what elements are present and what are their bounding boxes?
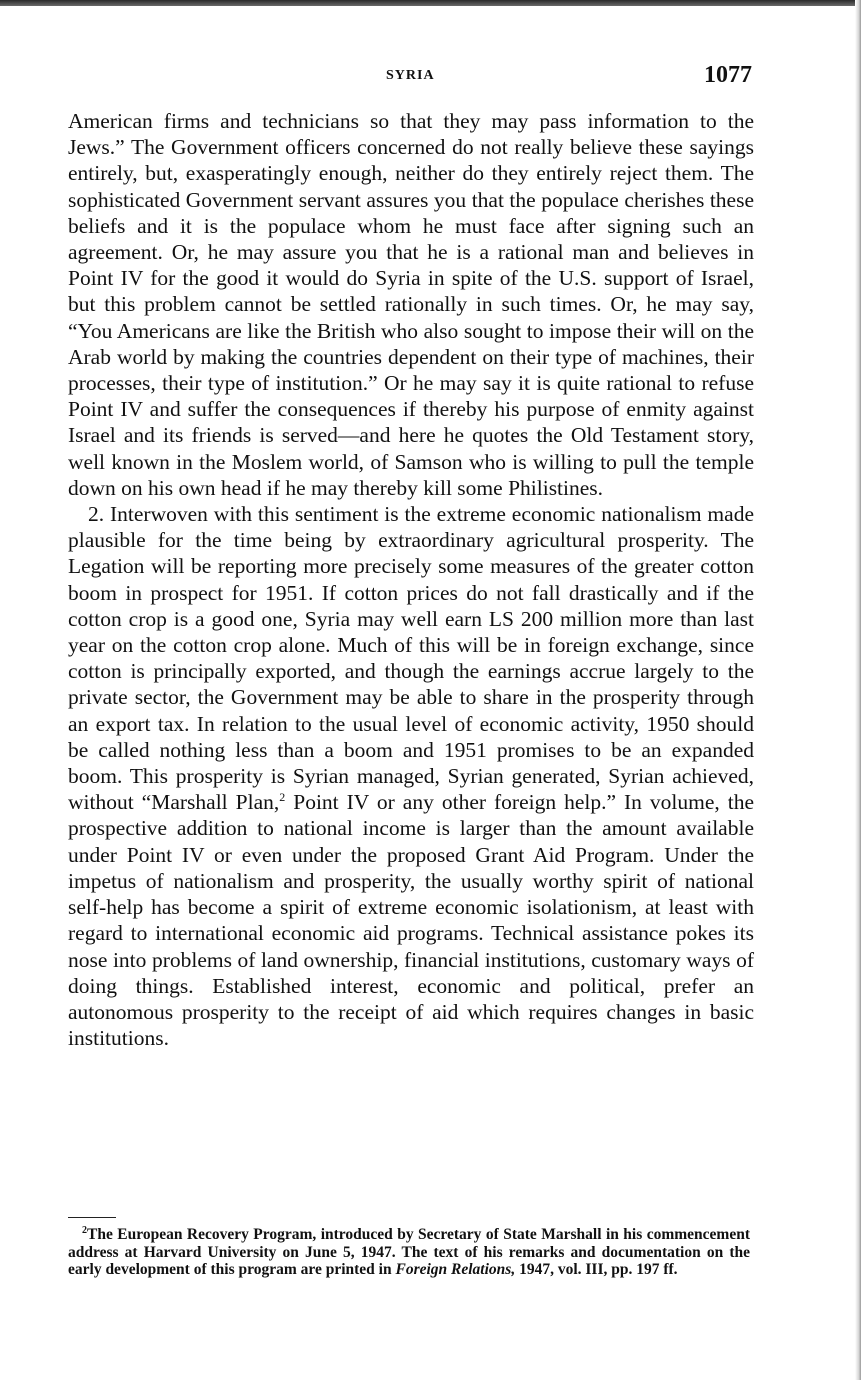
scan-right-edge — [855, 0, 861, 1380]
paragraph-1: American firms and technicians so that they may pass information to the Jews.” The Government officers concerned do not really believe these sayings entirely, but, exasperatingly enough, neither do they entirely reject them. The sophisticated Government servant assures you that the populace cherishes these beliefs and it is the populace whom he must face after signing such an agreement. Or, he may assure you that he is a rational man and believes in Point IV for the good it would do Syria in spite of the U.S. support of Israel, but this problem cannot be settled rationally in such times. Or, he may say, “You Americans are like the British who also sought to impose their will on the Arab world by making the countries dependent on their type of machines, their processes, their type of institution.” Or he may say it is quite rational to refuse Point IV and suffer the consequences if thereby his purpose of enmity against Israel and its friends is served—and here he quotes the Old Testament story, well known in the Moslem world, of Samson who is willing to pull the temple down on his own head if he may thereby kill some Philistines. — [68, 109, 754, 500]
footnote-text-part-2: 1947, vol. III, pp. 197 ff. — [515, 1261, 678, 1278]
footnote-italic-title: Foreign Relations, — [395, 1261, 516, 1278]
footnote-text — [68, 1226, 750, 1279]
paragraph-2-part-1: 2. Interwoven with this sentiment is the extreme economic nationalism made plausible for the time being by extraordinary agricultural prosperity. The Legation will be reporting more precisely some measures of the greater cotton boom in prospect for 1951. If cotton prices do not fall drastically and if the cotton crop is a good one, Syria may well earn LS 200 million more than last year on the cotton crop alone. Much of this will be in foreign exchange, since cotton is principally exported, and though the earnings accrue largely to the private sector, the Government may be able to share in the prosperity through an export tax. In relation to the usual level of economic activity, 1950 should be called nothing less than a boom and 1951 promises to be an expanded boom. This prosperity is Syrian managed, Syrian generated, Syrian achieved, without “Marshall Plan, — [68, 502, 754, 815]
scan-top-edge — [0, 0, 861, 6]
footnote — [68, 1226, 750, 1279]
paragraph-2 — [68, 501, 754, 1051]
footnote-mark: 2 — [82, 1224, 87, 1236]
footnote-rule — [68, 1217, 116, 1218]
body-text — [68, 108, 754, 1051]
paragraph-2-part-2: Point IV or any other foreign help.” In volume, the prospective addition to national income is larger than the amount available under Point IV or even under the proposed Grant Aid Program. Under the impetus of nationalism and prosperity, the usually worthy spirit of national self-help has become a spirit of extreme economic isolationism, at least with regard to international economic aid programs. Technical assistance pokes its nose into problems of land ownership, financial institutions, customary ways of doing things. Established interest, economic and political, prefer an autonomous prosperity to the receipt of aid which requires changes in basic institutions. — [68, 790, 755, 1051]
page-header — [68, 62, 754, 92]
running-head: SYRIA — [386, 68, 435, 83]
footnote-text-part-1: The European Recovery Program, introduced by Secretary of State Marshall in his commencement address at Harvard University on June 5, 1947. The text of his remarks and documentation on the early development of this program are printed in — [68, 1226, 750, 1278]
page-number: 1077 — [704, 62, 752, 88]
footnote-reference: 2 — [279, 790, 286, 805]
